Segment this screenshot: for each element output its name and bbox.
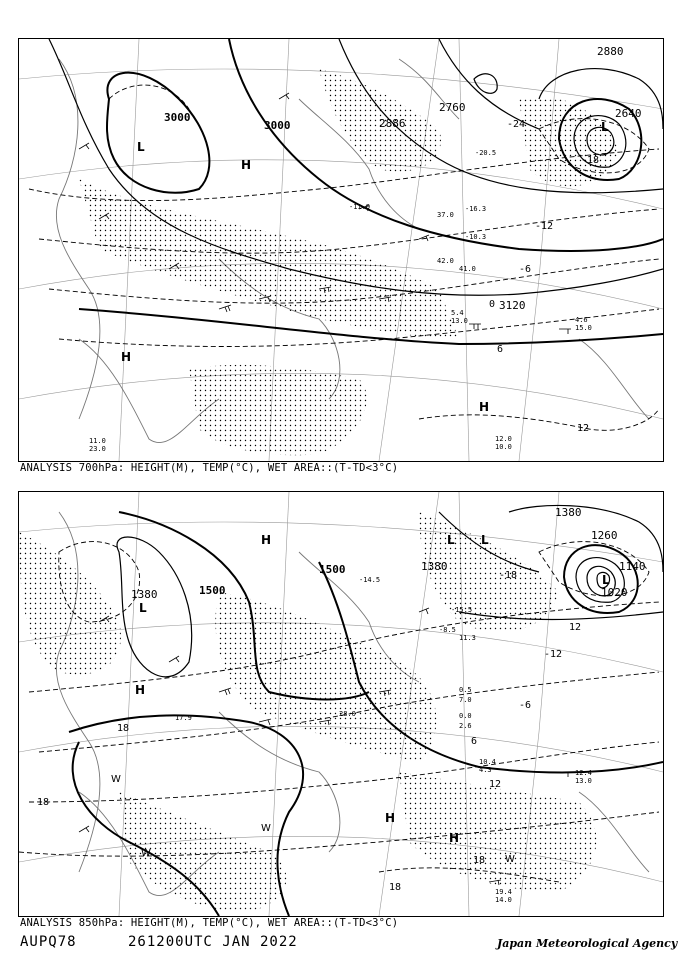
station-value: 42.0 <box>437 257 454 265</box>
station-value: 11.3 <box>459 634 476 642</box>
station-value: 28.0 <box>339 710 356 718</box>
high-center: H <box>135 683 146 697</box>
temp-label: 12 <box>577 423 590 434</box>
caption-850hpa: ANALYSIS 850hPa: HEIGHT(M), TEMP(°C), WET AREA::(T-TD<3°C) <box>20 917 399 929</box>
low-center: L <box>139 601 147 615</box>
station-value: 4.6 <box>575 316 588 324</box>
station-value: 7.0 <box>459 696 472 704</box>
map-700hpa <box>19 39 663 461</box>
height-label: 2880 <box>597 45 624 58</box>
height-label: 2760 <box>439 101 466 114</box>
station-value: 5.4 <box>451 309 464 317</box>
height-label: 1500 <box>319 563 346 576</box>
wet-area <box>79 69 619 455</box>
warm-marker: W <box>141 848 151 859</box>
caption-700hpa: ANALYSIS 700hPa: HEIGHT(M), TEMP(°C), WET AREA::(T-TD<3°C) <box>20 462 399 474</box>
station-value: 4.3 <box>479 766 492 774</box>
temp-label: -6 <box>519 264 532 275</box>
temp-label: -12 <box>544 649 563 660</box>
temp-label: 18 <box>37 797 50 808</box>
high-center: H <box>449 831 460 845</box>
low-center: L <box>481 533 489 547</box>
station-value: 10.0 <box>495 443 512 451</box>
temp-label: 6 <box>497 344 504 355</box>
low-center: L <box>137 140 145 154</box>
chart-code: AUPQ78 <box>20 934 77 950</box>
low-center: L <box>447 533 455 547</box>
temp-label: 6 <box>471 736 478 747</box>
station-value: 23.0 <box>89 445 106 453</box>
station-value: -15.5 <box>451 606 473 614</box>
map-850hpa <box>19 492 663 916</box>
station-value: 13.0 <box>575 777 592 785</box>
height-label: 1020 <box>601 586 628 599</box>
temp-label: 0 <box>489 299 496 310</box>
temp-label: 12 <box>489 779 502 790</box>
height-label: 1260 <box>591 529 618 542</box>
station-value: -11.9 <box>349 203 371 211</box>
station-value: 2.6 <box>459 722 472 730</box>
station-value: 19.4 <box>495 888 512 896</box>
height-label: 1380 <box>131 588 158 601</box>
station-value: 11.0 <box>89 437 106 445</box>
height-label: 2640 <box>615 107 642 120</box>
temp-label: -18 <box>581 155 600 166</box>
station-value: 17.9 <box>175 714 192 722</box>
station-value: 13.0 <box>451 317 468 325</box>
station-value: 41.0 <box>459 265 476 273</box>
station-value: 14.0 <box>495 896 512 904</box>
high-center: H <box>479 400 490 414</box>
height-labels <box>131 506 646 601</box>
height-label: 3000 <box>264 119 291 132</box>
map-panel-850hpa <box>18 491 664 917</box>
temp-label: -24 <box>507 119 526 130</box>
height-label: 1380 <box>555 506 582 519</box>
warm-marker: W <box>505 854 515 865</box>
station-value: 15.0 <box>575 324 592 332</box>
height-label: 1380 <box>421 560 448 573</box>
temp-label: -18 <box>499 570 518 581</box>
station-value: 37.0 <box>437 211 454 219</box>
height-label: 3120 <box>499 299 526 312</box>
station-value: -14.5 <box>359 576 381 584</box>
valid-time: 261200UTC JAN 2022 <box>128 934 298 950</box>
station-value: -10.3 <box>465 233 487 241</box>
low-center: L <box>602 573 610 587</box>
high-center: H <box>241 158 252 172</box>
temp-label: 12 <box>569 622 582 633</box>
warm-marker: W <box>111 774 121 785</box>
station-value: 10.4 <box>479 758 496 766</box>
temp-label: -12 <box>535 221 554 232</box>
temp-label: 18 <box>473 855 486 866</box>
warm-marker: W <box>261 823 271 834</box>
agency-name: Japan Meteorological Agency <box>497 937 678 950</box>
station-value: 12.4 <box>575 769 592 777</box>
high-center: H <box>261 533 272 547</box>
low-center: L <box>601 120 609 134</box>
temp-label: 18 <box>389 882 402 893</box>
high-center: H <box>385 811 396 825</box>
station-value: -8.5 <box>439 626 456 634</box>
temp-label: 18 <box>117 723 130 734</box>
station-value: -16.3 <box>465 205 487 213</box>
height-label: 1140 <box>619 560 646 573</box>
temp-label: -6 <box>519 700 532 711</box>
map-panel-700hpa <box>18 38 664 462</box>
height-label: 2886 <box>379 117 406 130</box>
height-label: 1500 <box>199 584 226 597</box>
station-value: 0.0 <box>459 712 472 720</box>
high-center: H <box>121 350 132 364</box>
height-label: 3000 <box>164 111 191 124</box>
station-value: 0.5 <box>459 686 472 694</box>
station-value: 12.0 <box>495 435 512 443</box>
station-value: -20.5 <box>475 149 497 157</box>
